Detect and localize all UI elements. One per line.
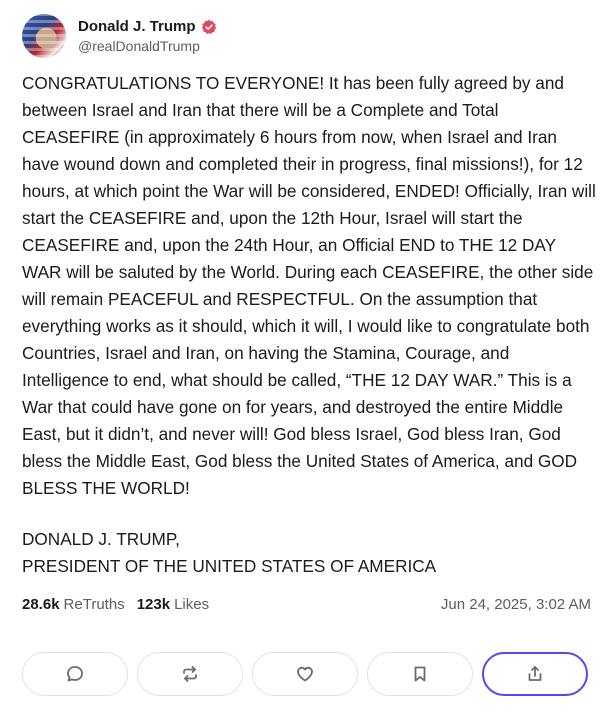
engagement-stats [22,596,221,613]
author-handle[interactable]: @realDonaldTrump [78,38,200,54]
post-header [22,14,589,58]
verified-badge-icon [201,19,217,35]
retruth-icon [180,664,200,684]
display-name[interactable]: Donald J. Trump [78,18,196,35]
bookmark-button[interactable] [367,652,473,696]
post-signature [22,526,589,580]
retruth-button[interactable] [137,652,243,696]
share-icon [525,664,545,684]
signature-line-2: PRESIDENT OF THE UNITED STATES OF AMERICA [22,556,437,576]
reply-icon [65,664,85,684]
avatar[interactable] [22,14,66,58]
like-button[interactable] [252,652,358,696]
likes-label: Likes [174,596,210,613]
reply-button[interactable] [22,652,128,696]
author-names [78,18,217,54]
share-button[interactable] [482,652,588,696]
post-body: CONGRATULATIONS TO EVERYONE! It has been fully agreed by and between Israel and Iran that there will be a Complete and Total CEASEFIRE (in approximately 6 hours from now, when Israel and Iran have wound down and completed their in progress, final missions!), for 12 hours, at which point the War will be considered, ENDED! Officially, Iran will start the CEASEFIRE and, upon the 12th Hour, Israel will start the CEASEFIRE and, upon the 24th Hour, an Official END to THE 12 DAY WAR will be saluted by the World. During each CEASEFIRE, the other side will remain PEACEFUL and RESPECTFUL. On the assumption that everything works as it should, which it will, I would like to congratulate both Countries, Israel and Iran, on having the Stamina, Courage, and Intelligence to end, what should be called, “THE 12 DAY WAR.” This is a War that could have gone on for years, and destroyed the entire Middle East, but it didn’t, and never will! God bless Israel, God bless Iran, God bless the Middle East, God bless the United States of America, and GOD BLESS THE WORLD! [22,73,596,498]
bookmark-icon [410,664,430,684]
stats-row [22,596,591,613]
likes-count: 123k [136,596,171,613]
heart-icon [295,664,315,684]
signature-line-1: DONALD J. TRUMP, [22,529,180,549]
action-bar [22,652,588,696]
post-timestamp[interactable]: Jun 24, 2025, 3:02 AM [440,596,591,613]
retruths-label: ReTruths [63,596,125,613]
retruths-count: 28.6k [22,596,60,613]
name-row [78,18,217,35]
retruths-stat[interactable] [22,596,125,613]
likes-stat[interactable] [137,596,209,613]
